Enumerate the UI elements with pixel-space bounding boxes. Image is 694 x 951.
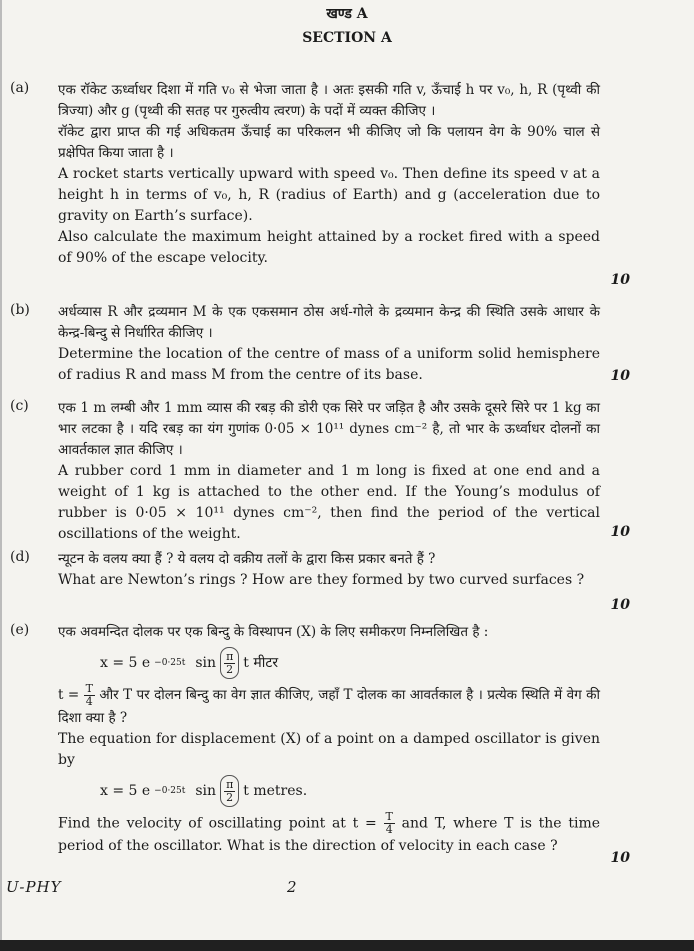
frac-den: 4 (385, 823, 393, 836)
frac-num: T (85, 682, 93, 695)
eq-unit: t मीटर (243, 654, 279, 671)
question-text (58, 549, 600, 591)
paper-code: U-PHY (6, 878, 62, 896)
english-text: A rubber cord 1 mm in diameter and 1 m long is fixed at one end and a weight of 1 kg is attached to the other end. If the Young’s modulus of rubber is 0·05 × 10¹¹ dynes cm⁻², then find the period of the vertical oscillations of the weight. (58, 463, 600, 542)
frac-num: π (226, 649, 234, 663)
question-label: (b) (10, 302, 30, 318)
hindi-text: न्यूटन के वलय क्या हैं ? ये वलय दो वक्रीय तलों के द्वारा किस प्रकार बनते हैं ? (58, 551, 436, 567)
hindi-text: अर्धव्यास R और द्रव्यमान M के एक एकसमान ठोस अर्ध-गोले के द्रव्यमान केन्द्र की स्थिति उसके आधार के केन्द्र-बिन्दु से निर्धारित कीजिए । (58, 304, 600, 341)
scan-bottom-edge (0, 940, 694, 951)
eq-unit: t metres. (243, 782, 308, 799)
eq-sin: sin (195, 654, 217, 671)
section-title-hindi: खण्ड A (326, 6, 368, 22)
english-text: The equation for displacement (X) of a point on a damped oscillator is given by (58, 731, 600, 768)
equation-english (100, 775, 600, 807)
hindi-text: एक अवमन्दित दोलक पर एक बिन्दु के विस्थापन (X) के लिए समीकरण निम्नलिखित है : (58, 624, 489, 640)
marks: 10 (610, 597, 630, 613)
frac-den: 2 (226, 790, 234, 804)
question-text (58, 622, 600, 857)
frac-den: 2 (226, 662, 234, 676)
english-text: Determine the location of the centre of mass of a uniform solid hemisphere of radius R and mass M from the centre of its base. (58, 346, 600, 383)
equation-hindi (100, 647, 600, 679)
scan-edge (0, 0, 2, 951)
marks: 10 (610, 850, 630, 866)
question-label: (a) (10, 80, 30, 96)
page-number: 2 (287, 878, 297, 896)
section-title: SECTION A (302, 30, 392, 46)
question-label: (d) (10, 549, 30, 565)
english-text (58, 811, 600, 857)
eq-exponent: −0·25t (154, 657, 186, 668)
eq-fraction (220, 647, 239, 679)
t-equals: Find the velocity of oscillating point at t = (58, 815, 377, 832)
eq-sin: sin (195, 782, 217, 799)
english-text: A rocket starts vertically upward with speed v₀. Then define its speed v at a height h in terms of v₀, h, R (radius of Earth) and g (acceleration due to gravity on Earth’s surface). (58, 166, 600, 224)
marks: 10 (610, 524, 630, 540)
t-fraction (384, 811, 395, 836)
marks: 10 (610, 368, 630, 384)
hindi-text: रॉकेट द्वारा प्राप्त की गई अधिकतम ऊँचाई का परिकलन भी कीजिए जो कि पलायन वेग के 90% चाल से प्रक्षेपित किया जाता है । (58, 124, 600, 161)
english-text: Also calculate the maximum height attained by a rocket fired with a speed of 90% of the escape velocity. (58, 229, 600, 266)
hindi-text: एक रॉकेट ऊर्ध्वाधर दिशा में गति v₀ से भेजा जाता है । अतः इसकी गति v, ऊँचाई h पर v₀, h, R (पृथ्वी की त्रिज्या) और g (पृथ्वी की सतह पर गुरुत्वीय त्वरण) के पदों में व्यक्त कीजिए । (58, 82, 600, 119)
frac-num: π (226, 777, 234, 791)
question-text (58, 80, 600, 269)
english-rest: and T, where T is the time period of the oscillator. What is the direction of velocity in each case ? (58, 815, 600, 854)
eq-exponent: −0·25t (154, 785, 186, 796)
hindi-text: एक 1 m लम्बी और 1 mm व्यास की रबड़ की डोरी एक सिरे पर जड़ित है और उसके दूसरे सिरे पर 1 kg का भार लटका है । यदि रबड़ का यंग गुणांक 0·05 × 10¹¹ dynes cm⁻² है, तो भार के ऊर्ध्वाधर दोलनों का आवर्तकाल ज्ञात कीजिए । (58, 400, 600, 458)
marks: 10 (610, 272, 630, 288)
hindi-text (58, 683, 600, 729)
english-text: What are Newton’s rings ? How are they formed by two curved surfaces ? (58, 572, 585, 588)
eq-lhs: x = 5 e (100, 654, 151, 671)
question-text (58, 302, 600, 386)
t-equals: t = (58, 687, 80, 703)
question-label: (c) (10, 398, 29, 414)
frac-num: T (385, 810, 393, 823)
question-label: (e) (10, 622, 30, 638)
eq-fraction (220, 775, 239, 807)
question-text (58, 398, 600, 545)
frac-den: 4 (85, 695, 93, 708)
hindi-rest: और T पर दोलन बिन्दु का वेग ज्ञात कीजिए, जहाँ T दोलक का आवर्तकाल है । प्रत्येक स्थिति में वेग की दिशा क्या है ? (58, 687, 601, 726)
eq-lhs: x = 5 e (100, 782, 151, 799)
t-fraction (84, 683, 95, 708)
